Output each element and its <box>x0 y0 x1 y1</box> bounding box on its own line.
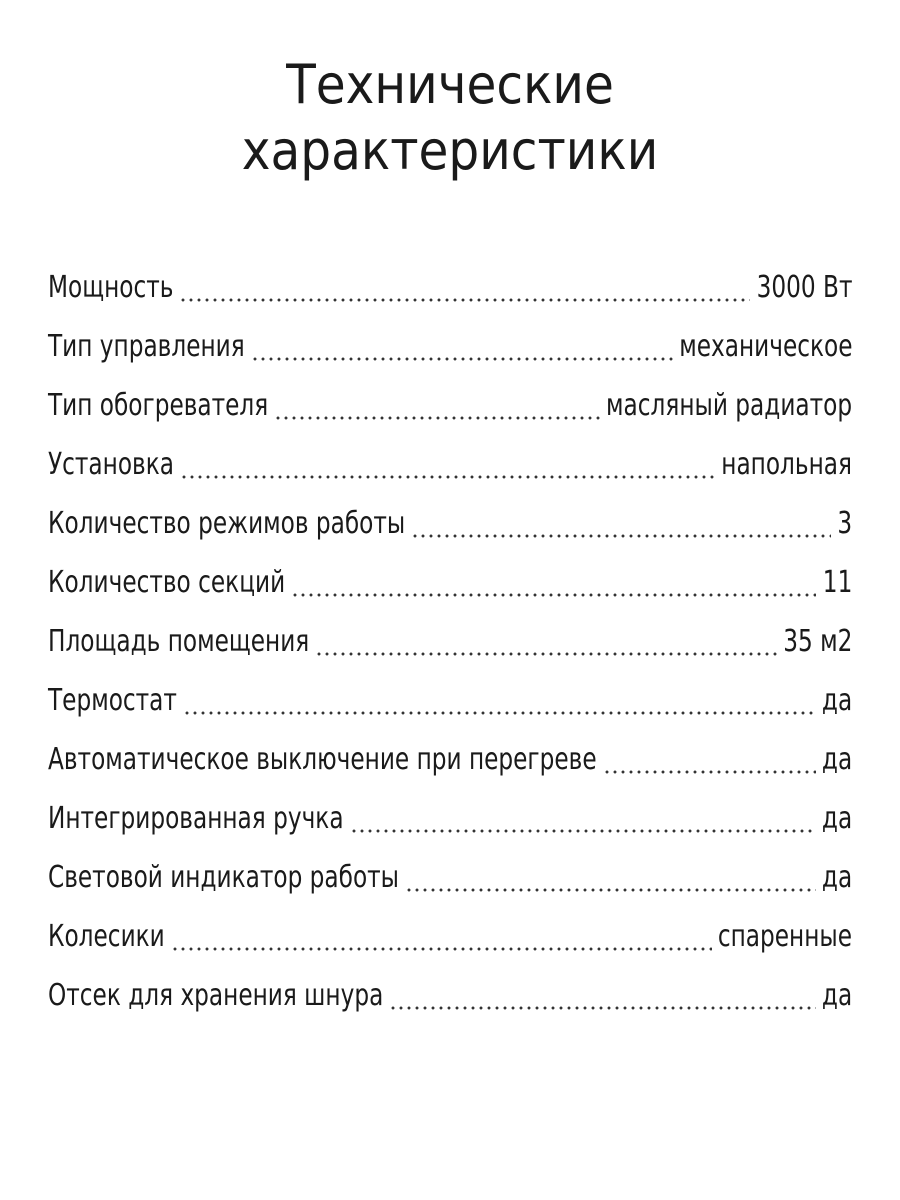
spec-row-installation <box>48 435 852 494</box>
spec-row-room-area <box>48 612 852 671</box>
spec-value: 3000 Вт <box>756 270 852 305</box>
spec-value: да <box>821 683 852 718</box>
spec-value: масляный радиатор <box>605 388 852 423</box>
dot-leader <box>411 534 831 538</box>
dot-leader <box>315 652 777 656</box>
spec-row-control-type <box>48 317 852 376</box>
spec-label: Отсек для хранения шнура <box>48 978 384 1013</box>
dot-leader <box>389 1006 815 1010</box>
spec-label: Тип управления <box>48 329 245 364</box>
spec-row-overheat-shutoff <box>48 730 852 789</box>
dot-leader <box>179 298 750 302</box>
page-title <box>0 52 900 184</box>
spec-row-integrated-handle <box>48 789 852 848</box>
spec-label: Колесики <box>48 919 165 954</box>
dot-leader <box>291 593 816 597</box>
spec-value: 11 <box>822 565 852 600</box>
title-line-2: характеристики <box>241 119 659 182</box>
spec-label: Установка <box>48 447 174 482</box>
dot-leader <box>180 475 715 479</box>
dot-leader <box>603 770 816 774</box>
spec-row-power <box>48 258 852 317</box>
title-line-1: Технические <box>286 53 614 116</box>
spec-label: Световой индикатор работы <box>48 860 400 895</box>
spec-value: да <box>821 742 852 777</box>
spec-label: Количество режимов работы <box>48 506 406 541</box>
spec-row-indicator-light <box>48 848 852 907</box>
dot-leader <box>350 829 816 833</box>
spec-value: напольная <box>721 447 852 482</box>
dot-leader <box>274 416 600 420</box>
spec-label: Интегрированная ручка <box>48 801 344 836</box>
spec-row-heater-type <box>48 376 852 435</box>
spec-value: 35 м2 <box>782 624 852 659</box>
spec-value: спаренные <box>717 919 852 954</box>
spec-row-cord-storage <box>48 966 852 1025</box>
dot-leader <box>183 711 816 715</box>
spec-row-thermostat <box>48 671 852 730</box>
spec-value: да <box>821 978 852 1013</box>
spec-row-modes-count <box>48 494 852 553</box>
spec-label: Термостат <box>48 683 177 718</box>
spec-label: Мощность <box>48 270 174 305</box>
dot-leader <box>405 888 816 892</box>
spec-label: Количество секций <box>48 565 286 600</box>
spec-label: Площадь помещения <box>48 624 310 659</box>
spec-value: да <box>821 860 852 895</box>
spec-value: 3 <box>837 506 852 541</box>
spec-label: Тип обогревателя <box>48 388 269 423</box>
spec-label: Автоматическое выключение при перегреве <box>48 742 597 777</box>
dot-leader <box>171 947 712 951</box>
spec-value: механическое <box>678 329 852 364</box>
dot-leader <box>251 357 673 361</box>
spec-row-wheels <box>48 907 852 966</box>
spec-value: да <box>821 801 852 836</box>
spec-row-sections-count <box>48 553 852 612</box>
spec-list <box>48 258 852 1025</box>
